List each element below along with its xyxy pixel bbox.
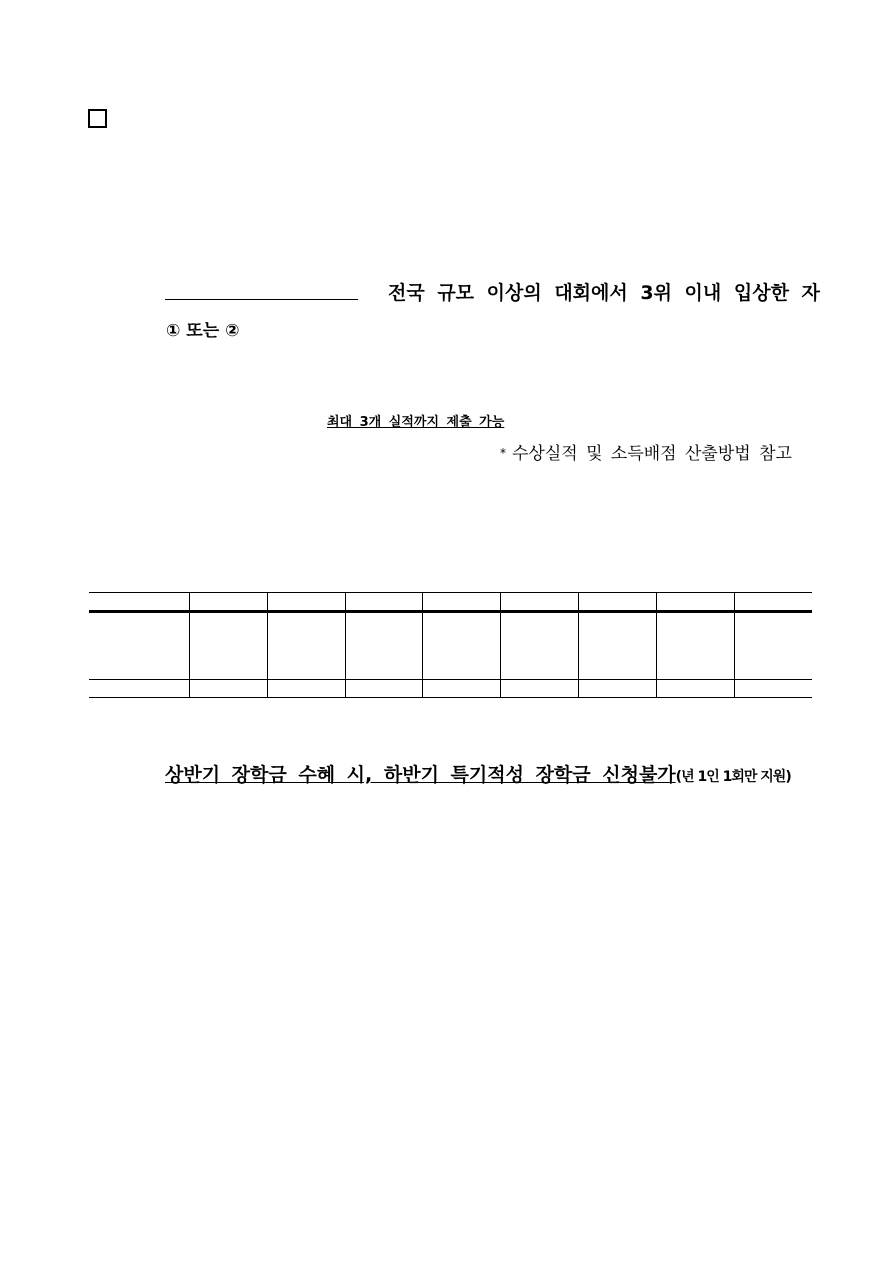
table-cell: [500, 593, 578, 612]
table-cell: [578, 593, 656, 612]
limit-paren-text: (년 1인 1회만 지원): [675, 769, 791, 785]
limit-main-text: 상반기 장학금 수혜 시, 하반기 특기적성 장학금 신청불가: [165, 764, 676, 786]
table-header-row: [89, 593, 812, 612]
qualification-text: 전국 규모 이상의 대회에서 3위 이내 입상한 자: [388, 282, 820, 304]
table-cell: [345, 680, 422, 698]
table-cell: [422, 593, 500, 612]
table-cell: [656, 680, 734, 698]
score-table: [89, 592, 812, 698]
reference-note: [500, 439, 792, 464]
table-cell: [345, 593, 422, 612]
table-row: [89, 680, 812, 698]
table-cell: [89, 680, 189, 698]
table-cell: [578, 612, 656, 680]
table-cell: [89, 612, 189, 680]
table-cell: [500, 612, 578, 680]
table-cell: [422, 680, 500, 698]
table-cell: [656, 612, 734, 680]
table-row: [89, 612, 812, 680]
max-submission-text: 최대 3개 실적까지 제출 가능: [327, 415, 505, 430]
table-cell: [189, 593, 267, 612]
blank-underline: [165, 299, 358, 300]
table-cell: [267, 612, 345, 680]
qualification-or-text: ① 또는 ②: [166, 321, 240, 341]
table-cell: [734, 680, 812, 698]
table-cell: [656, 593, 734, 612]
section-checkbox-icon: [88, 109, 107, 128]
note-star: *: [500, 446, 506, 460]
table-cell: [345, 612, 422, 680]
table-cell: [578, 680, 656, 698]
table-cell: [189, 680, 267, 698]
table-cell: [734, 612, 812, 680]
table-cell: [500, 680, 578, 698]
table-cell: [422, 612, 500, 680]
note-text: 수상실적 및 소득배점 산출방법 참고: [512, 444, 792, 464]
table-cell: [267, 680, 345, 698]
scholarship-limit-notice: [165, 760, 791, 787]
table-cell: [734, 593, 812, 612]
table-cell: [89, 593, 189, 612]
table-cell: [189, 612, 267, 680]
table-cell: [267, 593, 345, 612]
